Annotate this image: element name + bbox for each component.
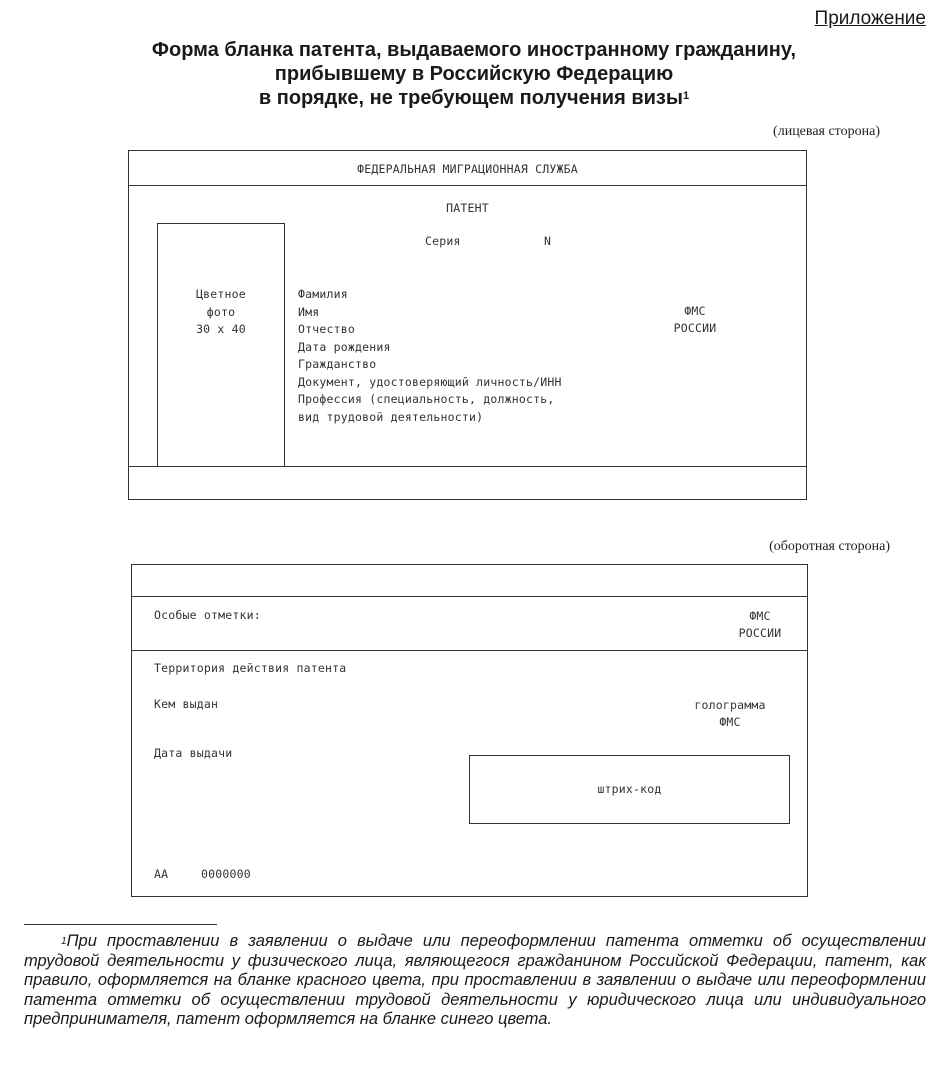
title-line-3	[0, 86, 948, 110]
field-profession: Профессия (специальность, должность,	[298, 392, 555, 406]
number-label: N	[544, 234, 552, 248]
title-line-1: Форма бланка патента, выдаваемого иностранному гражданину,	[151, 39, 797, 61]
front-stamp-line-1: ФМС	[684, 304, 706, 318]
title-line-2: прибывшему в Российскую Федерацию	[274, 63, 674, 85]
field-identity-document: Документ, удостоверяющий личность/ИНН	[298, 374, 562, 389]
photo-frame-left	[157, 223, 158, 466]
footnote-mark: 1	[61, 936, 67, 947]
field-profession-cont: вид трудовой деятельности)	[298, 409, 484, 424]
photo-frame-top	[157, 223, 284, 224]
barcode-label: штрих-код	[597, 782, 662, 796]
field-patronymic: Отчество	[298, 322, 355, 336]
front-stamp-line-2: РОССИИ	[673, 321, 717, 335]
photo-line-2: фото	[206, 304, 236, 319]
issued-by-label: Кем выдан	[154, 697, 219, 711]
field-birth-date: Дата рождения	[298, 339, 391, 354]
footnote-rule	[24, 924, 217, 925]
series-label: Серия	[425, 234, 461, 248]
photo-placeholder	[158, 286, 284, 339]
hologram-line-2: ФМС	[719, 715, 741, 729]
field-citizenship: Гражданство	[298, 357, 377, 371]
front-stamp	[640, 303, 750, 337]
back-mid-divider	[131, 650, 808, 651]
agency-name: ФЕДЕРАЛЬНАЯ МИГРАЦИОННАЯ СЛУЖБА	[357, 162, 578, 176]
hologram-line-1: голограмма	[694, 698, 766, 712]
territory-label: Территория действия патента	[154, 661, 347, 675]
serial-prefix: АА	[154, 867, 169, 881]
back-stamp-line-2: РОССИИ	[738, 626, 782, 640]
back-stamp-line-1: ФМС	[749, 609, 771, 623]
footnote-text: При проставлении в заявлении о выдаче или переоформлении патента отметки об осуществлении трудовой деятельности у физического лица, являющегося гражданином Российской Федерации, патент, как правило, оформляется на бланке красного цвета, при проставлении в заявлении о выдаче или переоформлении патента отметки об осуществлении трудовой деятельности у юридического лица или индивидуального предпринимателя, патент оформляется на бланке синего цвета.	[24, 932, 926, 1028]
issue-date-label: Дата выдачи	[154, 746, 233, 760]
hologram-area	[670, 697, 790, 731]
back-stamp	[720, 608, 800, 642]
patent-title: ПАТЕНТ	[446, 201, 489, 215]
field-surname: Фамилия	[298, 287, 348, 301]
back-side-label: (оборотная сторона)	[769, 539, 890, 554]
serial-number: 0000000	[201, 867, 251, 881]
document-title	[0, 38, 948, 110]
footnote	[24, 932, 926, 1030]
front-header-divider	[128, 185, 807, 186]
appendix-label: Приложение	[814, 8, 926, 29]
special-marks-label: Особые отметки:	[154, 608, 261, 622]
holder-fields	[298, 286, 562, 426]
photo-line-1: Цветное	[196, 287, 246, 301]
title-footnote-mark: 1	[682, 90, 690, 102]
title-line-3-text: в порядке, не требующем получения визы	[258, 87, 683, 109]
front-side-label: (лицевая сторона)	[773, 124, 880, 139]
photo-line-3: 30 x 40	[196, 322, 246, 336]
back-top-divider	[131, 596, 808, 597]
front-footer-divider	[128, 466, 807, 467]
photo-frame-right	[284, 223, 285, 466]
field-name: Имя	[298, 304, 320, 319]
